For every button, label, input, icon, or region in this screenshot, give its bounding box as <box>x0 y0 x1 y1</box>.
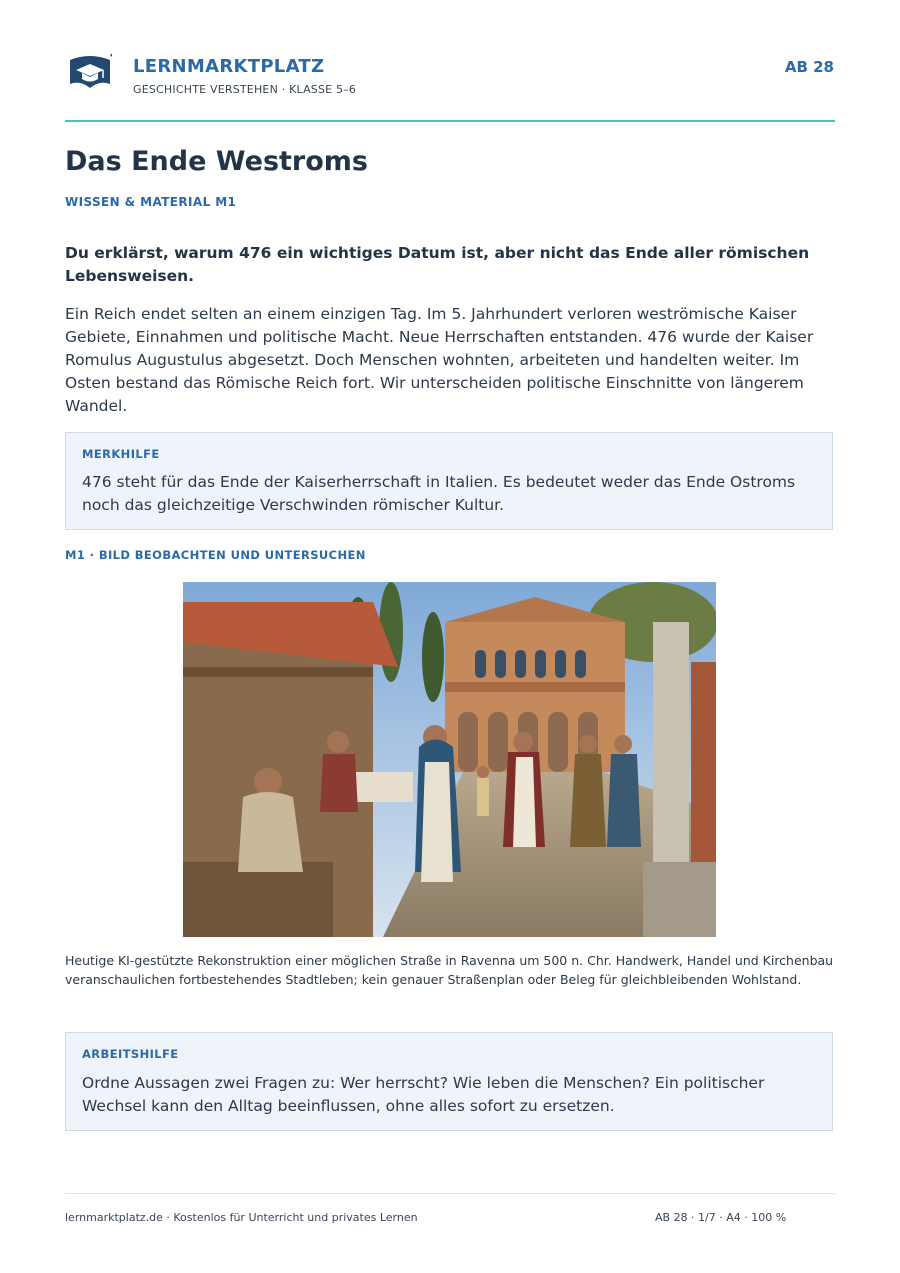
brand-subtitle: GESCHICHTE VERSTEHEN · KLASSE 5–6 <box>133 83 357 96</box>
footer-right: AB 28 · 1/7 · A4 · 100 % <box>655 1211 787 1224</box>
merkhilfe-box <box>65 432 833 530</box>
arbeitshilfe-title: ARBEITSHILFE <box>82 1047 179 1061</box>
arbeitshilfe-box <box>65 1032 833 1131</box>
ravenna-street-illustration <box>183 582 716 937</box>
arbeitshilfe-text: Ordne Aussagen zwei Fragen zu: Wer herrscht? Wie leben die Menschen? Ein politischer Wechsel kann den Alltag beeinflussen, ohne alles sofort zu ersetzen. <box>82 1074 765 1115</box>
graduation-cap-logo-icon <box>68 54 112 92</box>
figure-caption: Heutige KI-gestützte Rekonstruktion einer möglichen Straße in Ravenna um 500 n. Chr. Handwerk, Handel und Kirchenbau veranschaulichen fortbestehendes Stadtleben; kein genauer Straßenplan oder Beleg für gleichbleibenden Wohlstand. <box>65 953 834 987</box>
sheet-id: AB 28 <box>784 58 834 76</box>
header-divider <box>65 120 835 122</box>
page-title: Das Ende Westroms <box>65 146 368 177</box>
brand-name: LERNMARKTPLATZ <box>133 56 325 77</box>
footer-left: lernmarktplatz.de · Kostenlos für Unterricht und privates Lernen <box>65 1211 418 1224</box>
merkhilfe-title: MERKHILFE <box>82 447 160 461</box>
merkhilfe-text: 476 steht für das Ende der Kaiserherrschaft in Italien. Es bedeutet weder das Ende Ostroms noch das gleichzeitige Verschwinden römischer Kultur. <box>82 473 796 514</box>
intro-paragraph: Ein Reich endet selten an einem einzigen Tag. Im 5. Jahrhundert verloren weströmische Kaiser Gebiete, Einnahmen und politische Macht. Neue Herrschaften entstanden. 476 wurde der Kaiser Romulus Augustulus abgesetzt. Doch Menschen wohnten, arbeiteten und handelten weiter. Im Osten bestand das Römische Reich fort. Wir unterscheiden politische Einschnitte von längerem Wandel. <box>65 305 814 415</box>
footer-divider <box>65 1193 835 1194</box>
material-label: M1 · BILD BEOBACHTEN UND UNTERSUCHEN <box>65 548 366 562</box>
section-kicker: WISSEN & MATERIAL M1 <box>65 195 237 209</box>
learning-goal: Du erklärst, warum 476 ein wichtiges Datum ist, aber nicht das Ende aller römischen Lebensweisen. <box>65 244 810 285</box>
